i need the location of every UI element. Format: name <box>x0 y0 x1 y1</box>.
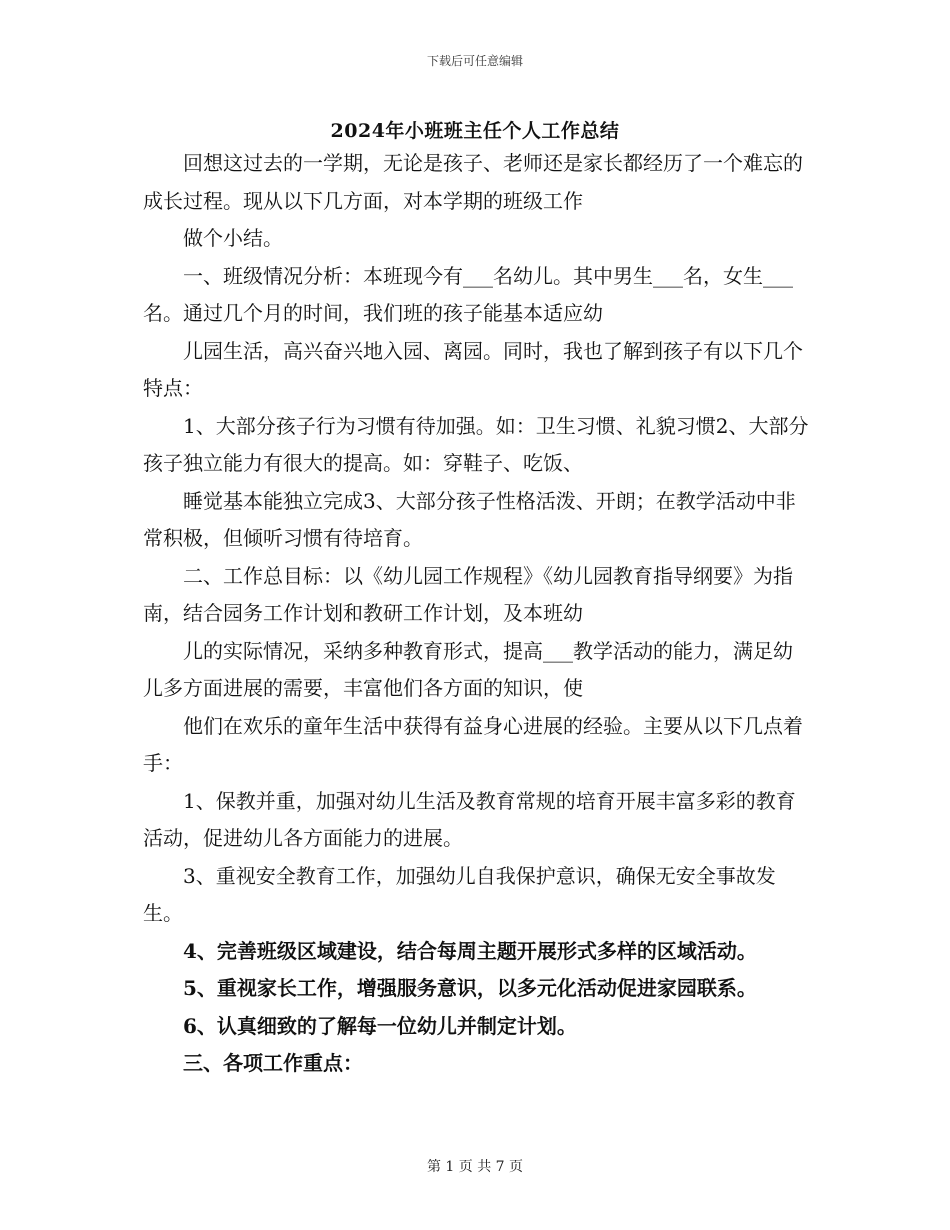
page-footer: 第 1 页 共 7 页 <box>426 1159 524 1175</box>
page-header-note: 下载后可任意编辑 <box>426 54 523 68</box>
paragraph-goal-detail: 儿的实际情况，采纳多种教育形式，提高___教学活动的能力，满足幼儿多方面进展的需要，丰富他们各方面的知识，使 <box>143 638 793 700</box>
section-heading-work-focus: 三、各项工作重点： <box>183 1051 363 1075</box>
document-body <box>143 145 811 1083</box>
paragraph-goal: 二、工作总目标：以《幼儿园工作规程》《幼儿园教育指导纲要》为指南，结合园务工作计划和教研工作计划，及本班幼 <box>143 563 793 625</box>
paragraph-summary: 做个小结。 <box>183 226 283 250</box>
paragraph-feature-3: 睡觉基本能独立完成3、大部分孩子性格活泼、开朗；在教学活动中非常积极，但倾听习惯有待培育。 <box>143 488 796 550</box>
paragraph-feature-1-2: 1、大部分孩子行为习惯有待加强。如：卫生习惯、礼貌习惯2、大部分孩子独立能力有很大的提高。如：穿鞋子、吃饭、 <box>143 413 809 475</box>
paragraph-point-6: 6、认真细致的了解每一位幼儿并制定计划。 <box>183 1013 577 1038</box>
document-title: 2024年小班班主任个人工作总结 <box>330 120 620 142</box>
paragraph-point-3: 3、重视安全教育工作，加强幼儿自我保护意识，确保无安全事故发生。 <box>143 863 776 925</box>
paragraph-goal-approach: 他们在欢乐的童年生活中获得有益身心进展的经验。主要从以下几点着手： <box>143 713 803 775</box>
paragraph-class-features: 儿园生活，高兴奋兴地入园、离园。同时，我也了解到孩子有以下几个特点： <box>143 338 803 400</box>
paragraph-class-analysis: 一、班级情况分析：本班现今有___名幼儿。其中男生___名，女生___名。通过几个月的时间，我们班的孩子能基本适应幼 <box>143 263 793 325</box>
paragraph-point-4: 4、完善班级区域建设，结合每周主题开展形式多样的区域活动。 <box>183 938 757 963</box>
paragraph-point-5: 5、重视家长工作，增强服务意识，以多元化活动促进家园联系。 <box>183 976 757 1000</box>
paragraph-point-1: 1、保教并重，加强对幼儿生活及教育常规的培育开展丰富多彩的教育活动，促进幼儿各方面能力的进展。 <box>143 788 796 850</box>
paragraph-intro: 回想这过去的一学期，无论是孩子、老师还是家长都经历了一个难忘的成长过程。现从以下几方面，对本学期的班级工作 <box>143 151 803 213</box>
